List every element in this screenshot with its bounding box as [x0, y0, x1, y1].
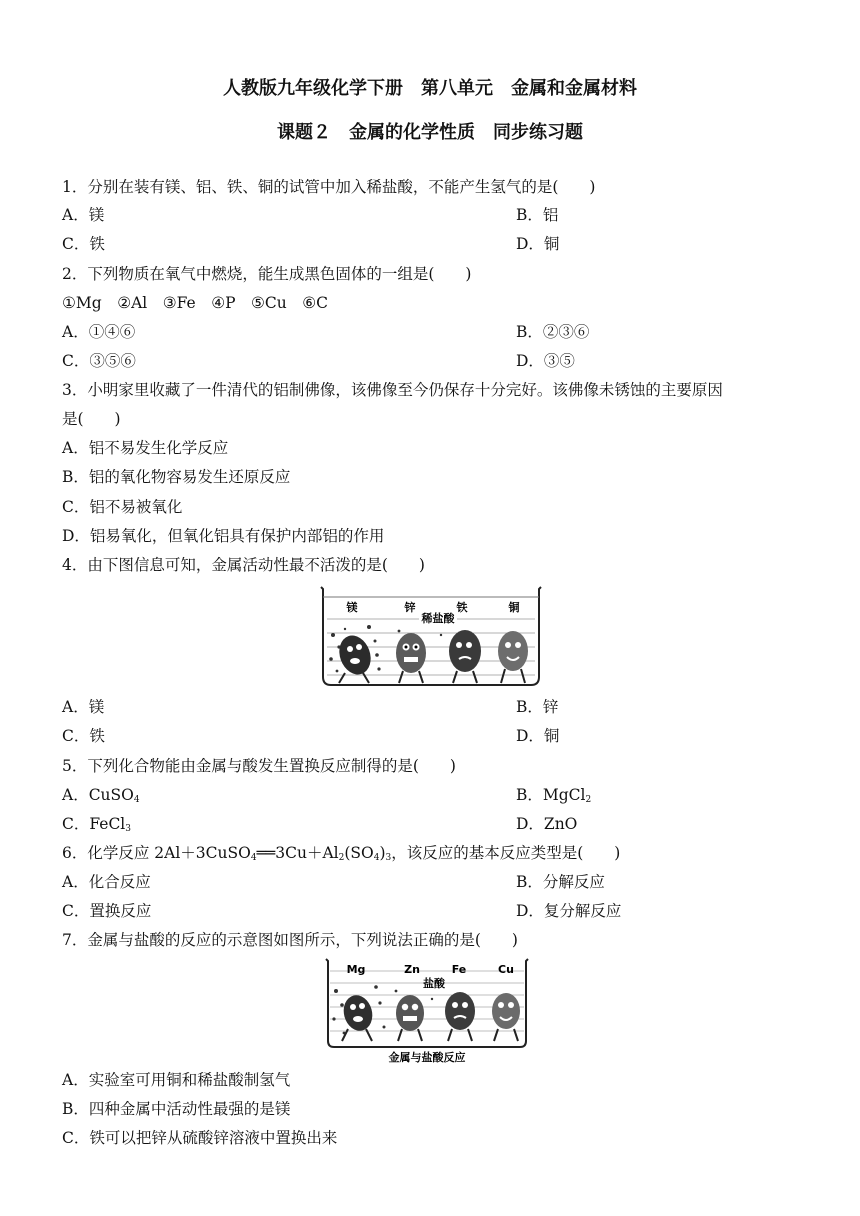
q2-option-a: A．①④⑥	[62, 323, 136, 341]
q1-stem: 1．分别在装有镁、铝、铁、铜的试管中加入稀盐酸，不能产生氢气的是( )	[62, 178, 596, 196]
q5-option-b: B．MgCl$_2$	[516, 786, 592, 805]
q5-option-c: C．FeCl$_3$	[62, 815, 131, 834]
q7-metal-figures	[340, 992, 520, 1041]
q3-option-a: A．铝不易发生化学反应	[62, 439, 229, 457]
q6-option-b: B．分解反应	[516, 873, 605, 891]
q3-stem-line1: 3．小明家里收藏了一件清代的铝制佛像，该佛像至今仍保存十分完好。该佛像未锈蚀的主要原因	[62, 381, 723, 399]
q3-option-c: C．铝不易被氧化	[62, 498, 183, 516]
lesson-title: 课题２ 金属的化学性质 同步练习题	[277, 122, 583, 143]
q1-option-c: C．铁	[62, 235, 105, 253]
q2-option-b: B．②③⑥	[516, 323, 590, 341]
q1-option-d: D．铜	[516, 235, 560, 253]
q6-stem: 6．化学反应 $2Al+3CuSO_4══3Cu+Al_2(SO_4)_3$，该反应的基本反应类型是( )	[62, 844, 621, 863]
q4-option-d: D．铜	[516, 727, 560, 745]
q7-figure-beaker	[324, 957, 530, 1063]
q2-option-c: C．③⑤⑥	[62, 352, 136, 370]
q7-label-fe: Fe	[451, 963, 467, 976]
q4-label-cu: 铜	[508, 601, 520, 614]
q5-stem: 5．下列化合物能由金属与酸发生置换反应制得的是( )	[62, 757, 456, 775]
q5-option-a: A．CuSO$_4$	[62, 786, 140, 805]
q6-option-a: A．化合反应	[62, 873, 151, 891]
q1-option-a: A．镁	[62, 206, 105, 224]
q4-label-mg: 镁	[346, 601, 358, 614]
q3-stem-line2: 是( )	[62, 410, 121, 428]
q7-stem: 7．金属与盐酸的反应的示意图如图所示，下列说法正确的是( )	[62, 931, 518, 949]
q2-items: ①Mg ②Al ③Fe ④P ⑤Cu ⑥C	[62, 294, 329, 312]
q4-label-fe: 铁	[456, 601, 468, 614]
q4-stem: 4．由下图信息可知，金属活动性最不活泼的是( )	[62, 556, 425, 574]
q7-figure-caption: 金属与盐酸反应	[388, 1051, 466, 1063]
q7-label-acid: 盐酸	[423, 977, 445, 990]
q6-option-d: D．复分解反应	[516, 902, 622, 920]
q3-option-d: D．铝易氧化，但氧化铝具有保护内部铝的作用	[62, 527, 385, 545]
q4-label-zn: 锌	[404, 601, 416, 614]
q4-option-b: B．锌	[516, 698, 559, 716]
q7-option-a: A．实验室可用铜和稀盐酸制氢气	[62, 1071, 291, 1089]
q6-option-c: C．置换反应	[62, 902, 152, 920]
q7-option-b: B．四种金属中活动性最强的是镁	[62, 1100, 291, 1118]
q7-label-zn: Zn	[404, 963, 420, 976]
q5-option-d: D．ZnO	[516, 815, 578, 833]
q4-figure-beaker	[319, 585, 543, 688]
q4-option-c: C．铁	[62, 727, 105, 745]
q4-option-a: A．镁	[62, 698, 105, 716]
q2-stem: 2．下列物质在氧气中燃烧，能生成黑色固体的一组是( )	[62, 265, 472, 283]
q4-label-acid: 稀盐酸	[421, 612, 455, 625]
q7-option-c: C．铁可以把锌从硫酸锌溶液中置换出来	[62, 1129, 338, 1147]
q2-option-d: D．③⑤	[516, 352, 575, 370]
q7-label-cu: Cu	[498, 963, 514, 976]
document-title: 人教版九年级化学下册 第八单元 金属和金属材料	[223, 78, 637, 99]
q1-option-b: B．铝	[516, 206, 559, 224]
q3-option-b: B．铝的氧化物容易发生还原反应	[62, 468, 291, 486]
q7-label-mg: Mg	[346, 963, 366, 976]
